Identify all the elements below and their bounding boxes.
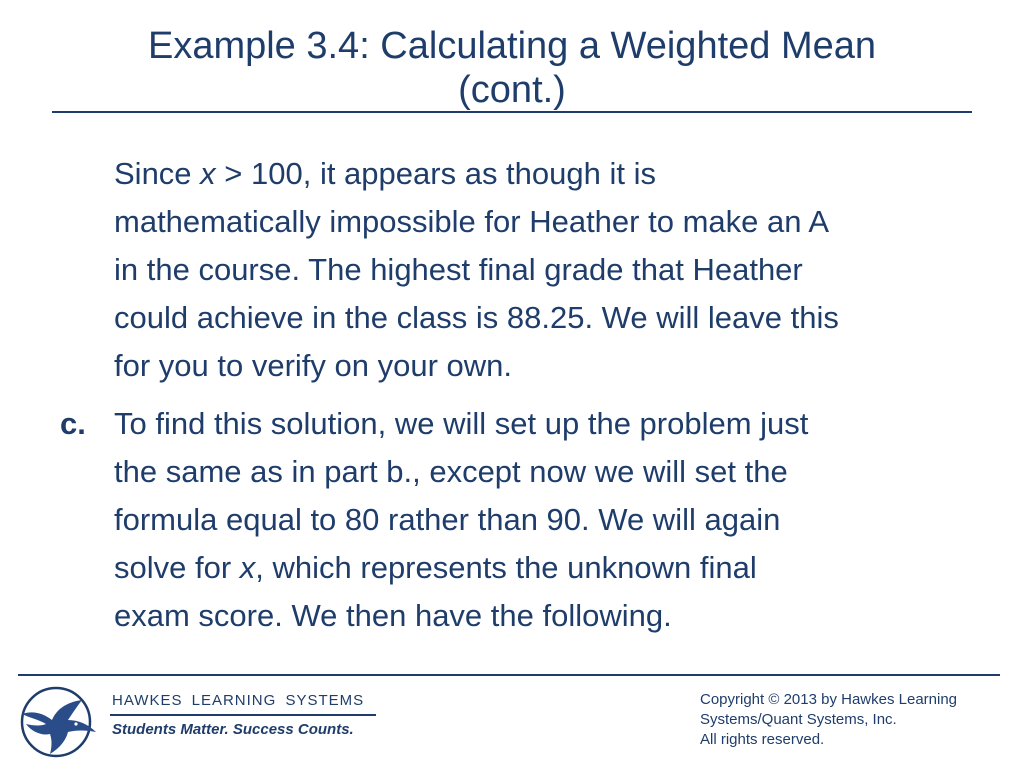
- list-marker-c: c.: [60, 406, 86, 441]
- slide-title: [0, 24, 1024, 112]
- brand-divider: [110, 714, 376, 716]
- paragraph-continuation: [114, 150, 974, 390]
- copyright-line: Copyright © 2013 by Hawkes Learning: [700, 691, 958, 708]
- body-line: for you to verify on your own.: [114, 348, 513, 383]
- copyright-notice: [700, 690, 957, 750]
- text-fragment: solve for: [114, 550, 240, 585]
- brand-name: HAWKES LEARNING SYSTEMS: [112, 692, 365, 709]
- body-line: exam score. We then have the following.: [114, 598, 672, 633]
- slide-title-line-2: (cont.): [458, 69, 566, 111]
- body-line: formula equal to 80 rather than 90. We will again: [114, 502, 781, 537]
- body-line: To find this solution, we will set up the problem just: [114, 406, 809, 441]
- body-line: could achieve in the class is 88.25. We will leave this: [114, 300, 839, 335]
- body-line: mathematically impossible for Heather to make an A: [114, 204, 830, 239]
- variable-x: x: [239, 550, 256, 585]
- body-line: [114, 544, 974, 592]
- body-line: the same as in part b., except now we will set the: [114, 454, 788, 489]
- body-line: in the course. The highest final grade that Heather: [114, 252, 803, 287]
- body-line: [114, 150, 974, 198]
- variable-x: x: [200, 156, 216, 191]
- paragraph-part-c: [114, 400, 974, 640]
- text-fragment: , which represents the unknown final: [255, 550, 757, 585]
- slide-title-line-1: Example 3.4: Calculating a Weighted Mean: [147, 25, 877, 67]
- eagle-logo-icon: [16, 684, 100, 760]
- brand-tagline: Students Matter. Success Counts.: [112, 721, 354, 738]
- footer-divider: [18, 674, 1000, 676]
- title-divider: [52, 111, 972, 113]
- copyright-line: All rights reserved.: [700, 731, 825, 748]
- copyright-line: Systems/Quant Systems, Inc.: [700, 711, 897, 728]
- text-fragment: > 100, it appears as though it is: [215, 156, 656, 191]
- text-fragment: Since: [114, 156, 201, 191]
